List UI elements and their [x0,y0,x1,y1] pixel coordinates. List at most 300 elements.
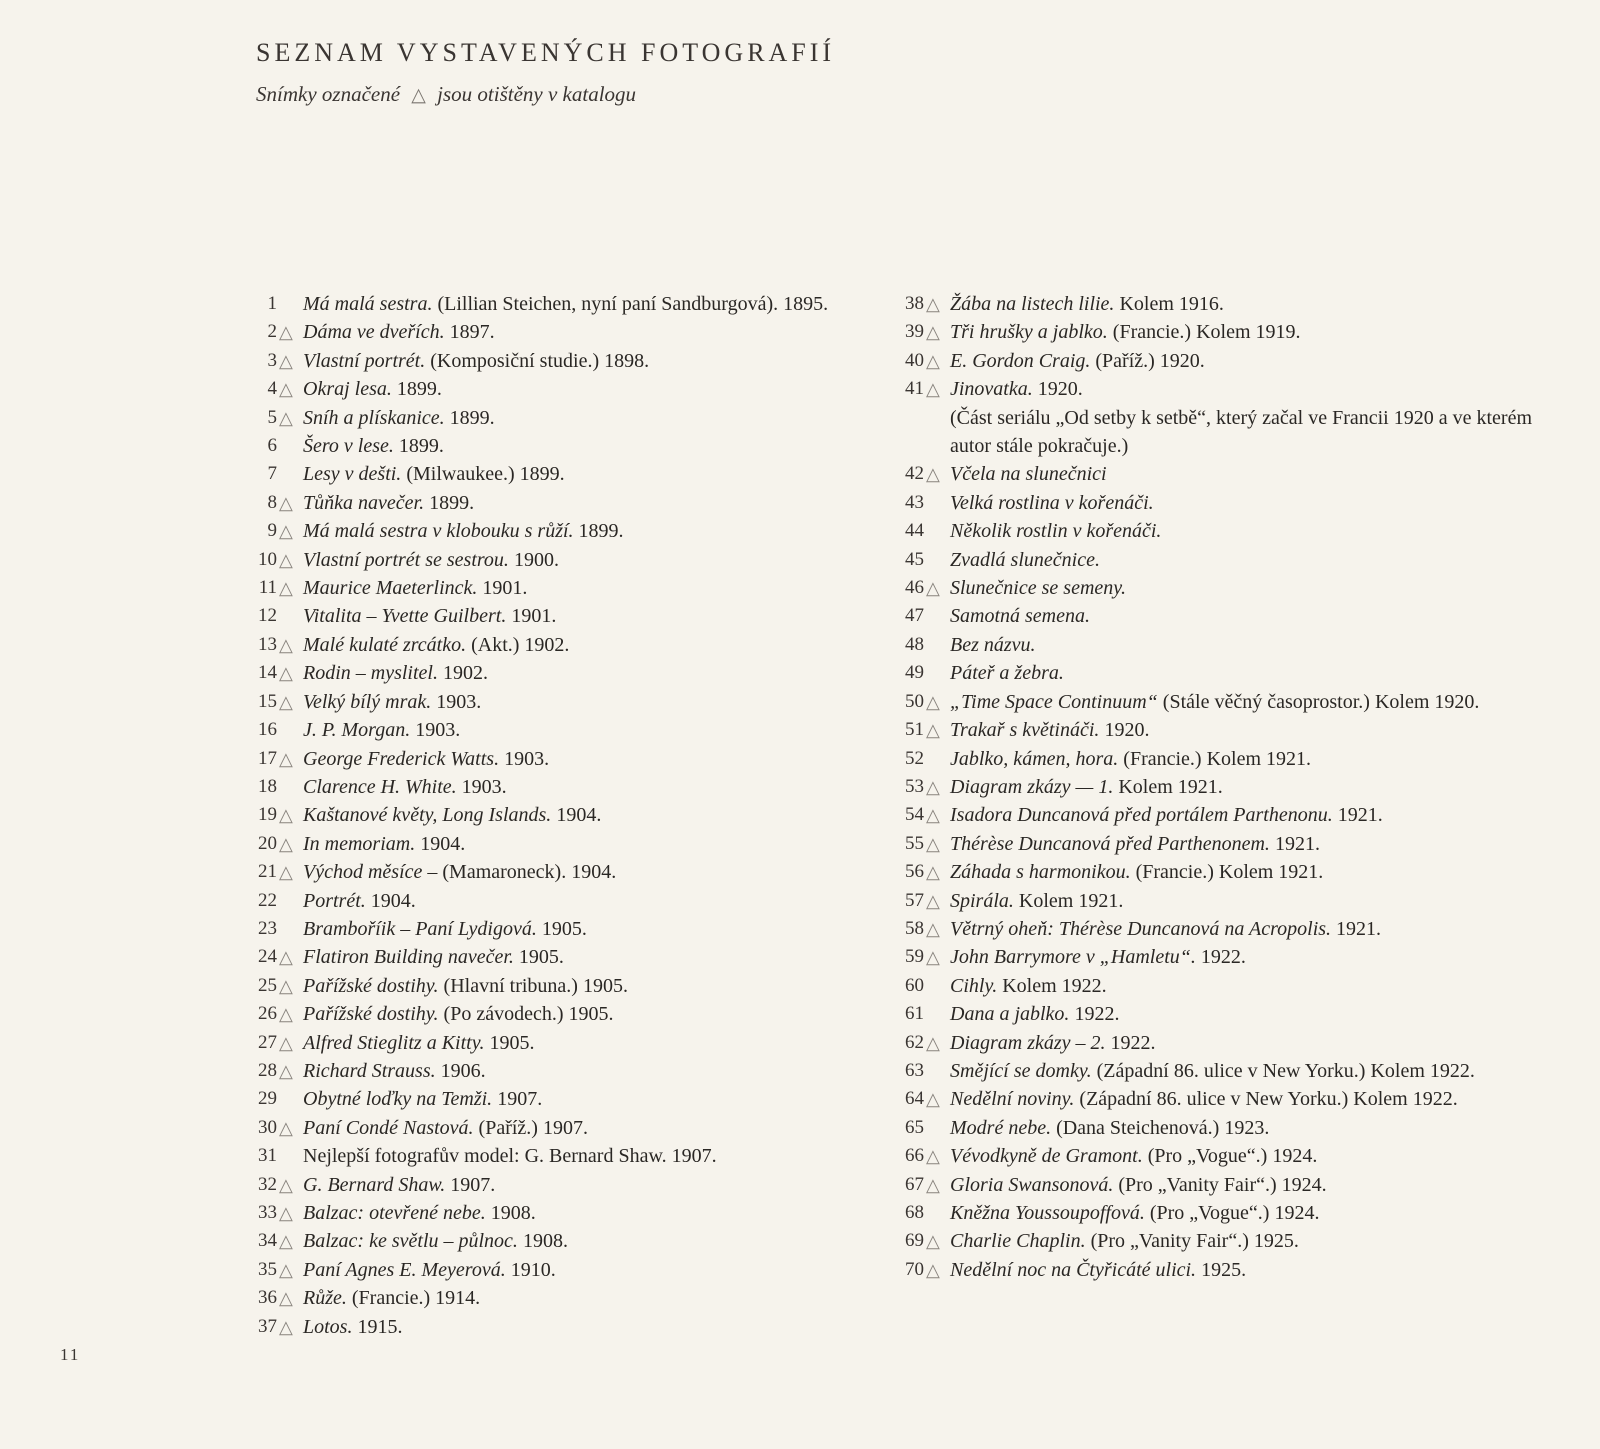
triangle-icon: △ [926,294,940,314]
item-number: 6 [267,435,277,457]
item-title: Dáma ve dveřích. [303,321,445,344]
item-title: Tůňka navečer. [303,491,425,514]
list-item [255,460,875,488]
item-title: E. Gordon Craig. [950,349,1091,372]
item-number: 65 [905,1116,924,1138]
item-details: – (Mamaroneck). 1904. [422,861,617,884]
item-number: 9 [267,520,277,542]
list-item [902,347,1542,375]
item-number: 61 [905,1003,924,1025]
triangle-icon: △ [926,1032,940,1053]
triangle-icon: △ [279,379,293,400]
item-details: 1902. [437,662,488,685]
triangle-icon: △ [279,975,293,996]
list-item [255,1142,875,1170]
item-number: 14 [258,662,277,684]
list-item [902,460,1542,488]
item-details: Kolem 1921. [1113,775,1223,798]
page-number: 11 [60,1345,81,1364]
subheading-after: jsou otištěny v katalogu [437,82,637,106]
list-item [902,602,1542,630]
item-details: (Hlavní tribuna.) 1905. [438,974,628,997]
list-item [255,347,875,375]
list-item [255,318,875,346]
list-item [255,404,875,432]
item-number: 7 [267,463,277,485]
triangle-icon: △ [926,1259,940,1280]
list-item [902,943,1542,971]
list-item [255,801,875,829]
item-title: Paní Condé Nastová. [303,1116,474,1139]
list-item [255,489,875,517]
item-details: 1921. [1332,804,1383,827]
list-item [902,1227,1542,1255]
triangle-icon: △ [279,1032,293,1053]
item-title: Jinovatka. [950,378,1033,401]
item-title: Isadora Duncanová před portálem Parthenonu. [950,804,1333,827]
item-number: 63 [905,1059,924,1081]
item-number: 33 [258,1202,277,1223]
item-title: J. P. Morgan. [303,719,411,742]
list-item [902,1057,1542,1085]
item-details: 1921. [1331,917,1382,940]
item-number: 39 [905,321,924,343]
triangle-icon: △ [926,862,940,883]
list-item [255,1313,875,1341]
item-number: 66 [905,1145,924,1167]
item-details: 1899. [393,435,444,458]
triangle-icon: △ [926,805,940,826]
item-number: 47 [905,605,924,627]
item-details: 1907. [492,1088,543,1111]
list-item [902,1029,1542,1057]
item-details: (Francie.) Kolem 1921. [1118,747,1312,770]
item-title: Flatiron Building navečer. [303,946,514,969]
item-details: 1903. [499,747,550,770]
list-item [902,745,1542,773]
item-number: 40 [905,349,924,371]
item-title: Žába na listech lilie. [950,293,1115,315]
item-title: Vévodkyně de Gramont. [950,1145,1143,1168]
list-item [902,318,1542,346]
item-title: Balzac: ke světlu – půlnoc. [303,1230,518,1253]
list-item [902,858,1542,886]
list-item [255,1171,875,1199]
item-number: 67 [905,1173,924,1195]
item-title: Zvadlá slunečnice. [950,548,1100,571]
item-details: (Pro „Vanity Fair“.) 1925. [1085,1230,1299,1253]
item-number: 56 [905,861,924,883]
item-details: (Paříž.) 1920. [1090,349,1205,372]
item-title: Včela na slunečnici [950,463,1107,486]
list-item [255,517,875,545]
item-details: (Pro „Vogue“.) 1924. [1142,1145,1318,1168]
item-number: 26 [258,1003,277,1025]
page-subheading [256,82,636,107]
item-details: (Komposiční studie.) 1898. [425,349,650,372]
subheading-before: Snímky označené [256,82,401,106]
item-number: 13 [258,633,277,655]
list-item [255,1029,875,1057]
item-details: 1903. [456,775,507,798]
item-number: 15 [258,690,277,712]
triangle-icon: △ [926,578,940,599]
item-number: 27 [258,1031,277,1053]
item-title: In memoriam. [303,832,416,855]
triangle-icon: △ [279,748,293,769]
item-title: Bramboříik – Paní Lydigová. [303,917,537,940]
item-title: Velká rostlina v kořenáči. [950,491,1154,514]
item-number: 43 [905,491,924,513]
list-item [255,858,875,886]
item-number: 45 [905,548,924,570]
item-details: 1899. [391,378,442,401]
triangle-icon: △ [926,322,940,343]
item-details: 1905. [484,1031,535,1054]
item-title: Pařížské dostihy. [303,1003,439,1026]
list-item [902,1000,1542,1028]
list-item [902,659,1542,687]
list-item [255,574,875,602]
item-title: Balzac: otevřené nebe. [303,1202,486,1224]
item-details: 1905. [513,946,564,969]
list-item [255,1284,875,1312]
item-title: Dana a jablko. [950,1003,1070,1026]
item-title: Má malá sestra. [303,293,433,315]
list-item [255,546,875,574]
item-details: 1908. [485,1202,536,1224]
item-title: Páteř a žebra. [950,662,1064,685]
list-item [902,1085,1542,1113]
item-title: Clarence H. White. [303,775,457,798]
item-details: (Paříž.) 1907. [473,1116,588,1139]
item-number: 58 [905,917,924,939]
triangle-icon: △ [926,1089,940,1110]
item-number: 69 [905,1230,924,1252]
item-details: 1899. [424,491,475,514]
list-item [255,602,875,630]
list-item [255,915,875,943]
list-item [902,972,1542,1000]
right-column-list [902,290,1542,1284]
list-item [902,830,1542,858]
item-details: 1903. [431,690,482,713]
item-details: (Západní 86. ulice v New Yorku.) Kolem 1922. [1074,1088,1458,1111]
list-item [255,1000,875,1028]
item-title: G. Bernard Shaw. [303,1173,446,1196]
item-title: Vlastní portrét. [303,349,426,372]
item-number: 35 [258,1258,277,1280]
item-details: 1921. [1269,832,1320,855]
item-title: Východ měsíce [303,861,423,884]
item-details: (Lillian Steichen, nyní paní Sandburgová). 1895. [432,293,829,315]
item-number: 23 [258,917,277,939]
triangle-icon: △ [926,350,940,371]
list-item [255,1227,875,1255]
item-number: 37 [258,1315,277,1337]
item-details: 1901. [506,605,557,628]
triangle-icon: △ [279,1231,293,1252]
list-item [902,1142,1542,1170]
item-number: 12 [258,605,277,627]
triangle-icon: △ [279,350,293,371]
item-details: 1900. [508,548,559,571]
triangle-icon: △ [279,805,293,826]
item-number: 38 [905,293,924,314]
list-item [255,972,875,1000]
list-item [902,290,1542,318]
triangle-icon: △ [926,1231,940,1252]
page-heading: SEZNAM VYSTAVENÝCH FOTOGRAFIÍ [256,38,836,67]
item-details: (Francie.) Kolem 1919. [1107,321,1301,344]
item-details: 1910. [505,1258,556,1281]
item-details: 1922. [1105,1031,1156,1054]
triangle-icon: △ [279,521,293,542]
triangle-icon: △ [279,1203,293,1223]
item-details: Kolem 1916. [1114,293,1224,315]
item-details: (Pro „Vogue“.) 1924. [1144,1202,1320,1224]
list-item [902,574,1542,602]
item-title: „Time Space Continuum“ [950,690,1158,713]
item-title: Thérèse Duncanová před Parthenonem. [950,832,1270,855]
item-number: 51 [905,719,924,741]
list-item [902,375,1542,403]
left-column-list [255,290,875,1341]
item-title: Vlastní portrét se sestrou. [303,548,509,571]
item-title: George Frederick Watts. [303,747,500,770]
list-item [255,1085,875,1113]
item-title: Diagram zkázy — 1. [950,775,1114,798]
item-number: 22 [258,889,277,911]
item-title: Lesy v dešti. [303,463,402,486]
item-details: 1899. [444,406,495,429]
item-number: 57 [905,889,924,911]
item-title: Jablko, kámen, hora. [950,747,1119,770]
triangle-icon: △ [279,833,293,854]
item-number: 48 [905,633,924,655]
item-number: 20 [258,832,277,854]
item-details: Kolem 1921. [1013,889,1124,912]
item-title: Vitalita – Yvette Guilbert. [303,605,507,628]
item-title: Cihly. [950,974,998,997]
item-details: 1897. [444,321,495,344]
item-details: 1920. [1099,719,1150,742]
list-item [255,745,875,773]
item-details: Nejlepší fotografův model: G. Bernard Shaw. 1907. [303,1145,717,1168]
item-details: 1915. [352,1315,403,1338]
item-number: 41 [905,378,924,400]
item-number: 64 [905,1088,924,1110]
item-number: 53 [905,775,924,797]
item-title: Několik rostlin v kořenáči. [950,520,1162,543]
list-item [902,1199,1542,1227]
item-title: Alfred Stieglitz a Kitty. [303,1031,485,1054]
item-number: 62 [905,1031,924,1053]
triangle-icon: △ [926,833,940,854]
list-item [255,943,875,971]
triangle-icon: △ [279,1316,293,1337]
item-details: (Milwaukee.) 1899. [401,463,565,486]
item-number: 10 [258,548,277,570]
triangle-icon: △ [279,322,293,343]
item-title: Richard Strauss. [303,1059,436,1082]
item-title: Gloria Swansonová. [950,1173,1114,1196]
item-number: 70 [905,1258,924,1280]
item-title: Lotos. [303,1315,353,1338]
list-item [902,489,1542,517]
item-title: Růže. [303,1287,347,1310]
item-details: 1901. [477,577,528,600]
item-title: Velký bílý mrak. [303,690,432,713]
item-number: 11 [258,577,277,599]
item-details: 1906. [435,1059,486,1082]
item-details: (Akt.) 1902. [466,633,570,656]
item-title: Kaštanové květy, Long Islands. [303,804,552,827]
triangle-icon: △ [279,492,293,513]
item-number: 54 [905,804,924,826]
list-item [255,432,875,460]
list-item [255,1114,875,1142]
item-details: 1904. [415,832,466,855]
item-details: 1908. [517,1230,568,1253]
list-item [255,830,875,858]
list-item [902,887,1542,915]
item-number: 21 [258,861,277,883]
item-number: 2 [267,321,277,343]
list-item [902,631,1542,659]
item-number: 36 [258,1287,277,1309]
item-title: Šero v lese. [303,435,394,458]
triangle-icon: △ [926,947,940,968]
item-title: Nedělní noviny. [950,1088,1075,1111]
list-item [902,915,1542,943]
item-details: (Dana Steichenová.) 1923. [1051,1116,1270,1139]
item-details: 1907. [445,1173,496,1196]
list-item [902,688,1542,716]
item-number: 31 [258,1145,277,1167]
item-details: 1899. [573,520,624,543]
item-title: Charlie Chaplin. [950,1230,1086,1253]
triangle-icon: △ [279,1174,293,1195]
item-number: 3 [267,349,277,371]
list-item [902,773,1542,801]
item-title: Větrný oheň: Thérèse Duncanová na Acropolis. [950,917,1332,940]
item-number: 25 [258,974,277,996]
item-title: Diagram zkázy – 2. [950,1031,1106,1054]
triangle-icon: △ [926,1146,940,1167]
item-title: Záhada s harmonikou. [950,861,1131,884]
list-item [902,801,1542,829]
list-item [255,1057,875,1085]
item-title: Pařížské dostihy. [303,974,439,997]
item-number: 60 [905,974,924,996]
item-details: (Po závodech.) 1905. [438,1003,614,1026]
item-number: 46 [905,577,924,599]
list-item [255,688,875,716]
item-title: Kněžna Youssoupoffová. [950,1202,1145,1224]
item-details: (Část seriálu „Od setby k setbě“, který začal ve Francii 1920 a ve kterém autor stále pokračuje.) [950,406,1533,458]
item-details: Kolem 1922. [997,974,1107,997]
item-details: 1903. [410,719,461,742]
triangle-icon: △ [926,776,940,797]
list-item [255,887,875,915]
triangle-icon: △ [279,1288,293,1309]
item-details: 1922. [1195,946,1246,969]
item-title: Rodin – myslitel. [303,662,438,685]
triangle-icon: △ [279,578,293,599]
item-title: Malé kulaté zrcátko. [303,633,467,656]
list-item [255,773,875,801]
item-title: Maurice Maeterlinck. [303,577,478,600]
list-item [902,404,1542,461]
triangle-icon: △ [279,1004,293,1025]
triangle-icon: △ [279,1117,293,1138]
item-number: 59 [905,946,924,968]
item-number: 32 [258,1173,277,1195]
item-title: Tři hrušky a jablko. [950,321,1108,344]
item-number: 1 [267,293,277,314]
item-number: 42 [905,463,924,485]
item-number: 49 [905,662,924,684]
item-title: Portrét. [303,889,366,912]
item-title: Modré nebe. [950,1116,1052,1139]
list-item [255,1199,875,1227]
item-number: 50 [905,690,924,712]
triangle-icon: △ [926,691,940,712]
item-number: 4 [267,378,277,400]
triangle-icon: △ [279,634,293,655]
list-item [255,716,875,744]
item-number: 19 [258,804,277,826]
triangle-icon: △ [279,663,293,684]
triangle-icon: △ [926,379,940,400]
list-item [255,631,875,659]
item-number: 44 [905,520,924,542]
item-number: 5 [267,406,277,428]
triangle-icon: △ [279,407,293,428]
triangle-icon: △ [279,1060,293,1081]
item-title: Má malá sestra v klobouku s růží. [303,520,574,543]
item-number: 18 [258,775,277,797]
item-number: 55 [905,832,924,854]
item-title: Smějící se domky. [950,1059,1092,1082]
item-title: Okraj lesa. [303,378,392,401]
list-item [255,290,875,318]
item-title: Samotná semena. [950,605,1090,628]
item-details: 1904. [551,804,602,827]
triangle-icon: △ [279,947,293,968]
item-details: (Pro „Vanity Fair“.) 1924. [1113,1173,1327,1196]
triangle-icon: △ [926,464,940,485]
item-number: 17 [258,747,277,769]
item-title: Slunečnice se semeny. [950,577,1127,600]
triangle-icon: △ [926,1174,940,1195]
item-details: 1920. [1032,378,1083,401]
item-details: 1904. [365,889,416,912]
item-title: Spirála. [950,889,1014,912]
list-item [902,1171,1542,1199]
triangle-icon: △ [279,1259,293,1280]
item-title: Sníh a plískanice. [303,406,445,429]
item-title: Nedělní noc na Čtyřicáté ulici. [950,1258,1197,1281]
item-number: 16 [258,719,277,741]
item-number: 68 [905,1202,924,1223]
list-item [255,659,875,687]
item-number: 24 [258,946,277,968]
item-details: 1925. [1196,1258,1247,1281]
item-number: 52 [905,747,924,769]
item-details: 1905. [536,917,587,940]
